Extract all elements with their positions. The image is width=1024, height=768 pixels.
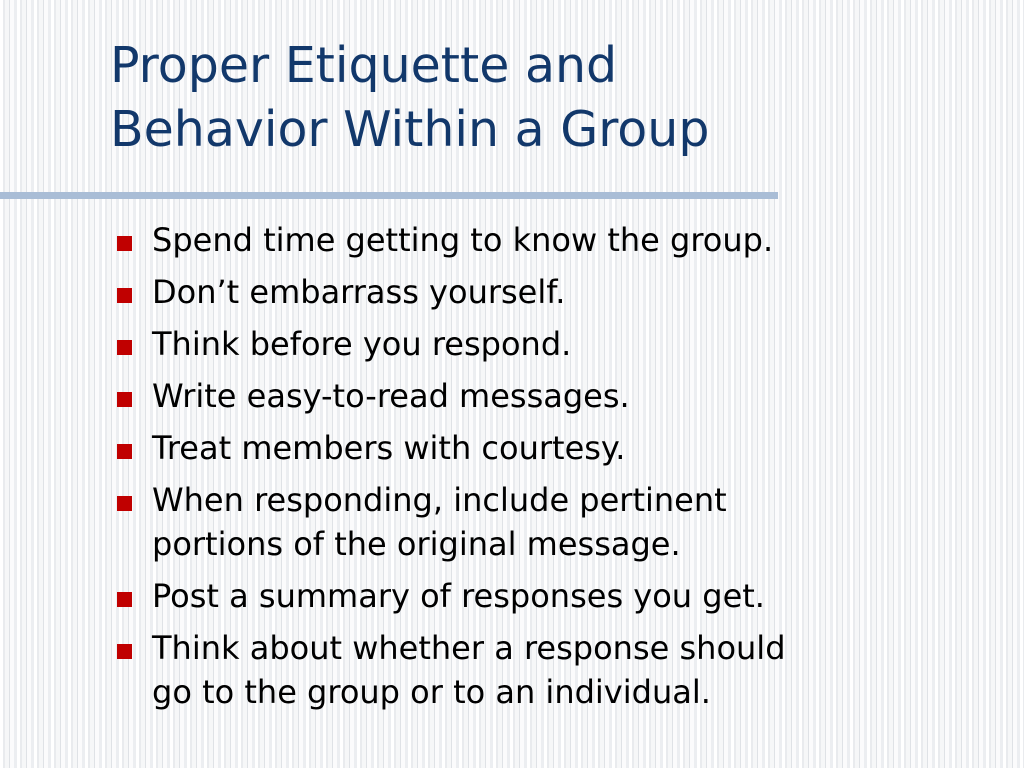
bullet-text: Think before you respond. bbox=[152, 325, 572, 363]
bullet-text-line-2: portions of the original message. bbox=[152, 525, 681, 563]
square-bullet-icon bbox=[117, 288, 132, 303]
square-bullet-icon bbox=[117, 392, 132, 407]
square-bullet-icon bbox=[117, 496, 132, 511]
bullet-item bbox=[115, 270, 995, 314]
bullet-item bbox=[115, 574, 995, 618]
bullet-item bbox=[115, 626, 995, 714]
bullet-item bbox=[115, 426, 995, 470]
bullet-list bbox=[115, 218, 995, 722]
square-bullet-icon bbox=[117, 444, 132, 459]
bullet-text-line-1: When responding, include pertinent bbox=[152, 481, 727, 519]
bullet-text-line-2: go to the group or to an individual. bbox=[152, 673, 711, 711]
square-bullet-icon bbox=[117, 340, 132, 355]
square-bullet-icon bbox=[117, 644, 132, 659]
bullet-text-line-1: Think about whether a response should bbox=[152, 629, 786, 667]
title-divider bbox=[0, 192, 778, 199]
square-bullet-icon bbox=[117, 592, 132, 607]
bullet-text: Don’t embarrass yourself. bbox=[152, 273, 566, 311]
slide-title-line-2: Behavior Within a Group bbox=[110, 101, 710, 158]
bullet-text: Write easy-to-read messages. bbox=[152, 377, 630, 415]
bullet-item bbox=[115, 478, 995, 566]
bullet-text: Spend time getting to know the group. bbox=[152, 221, 774, 259]
bullet-item bbox=[115, 322, 995, 366]
slide-title-line-1: Proper Etiquette and bbox=[110, 37, 618, 94]
bullet-item bbox=[115, 374, 995, 418]
bullet-text: Treat members with courtesy. bbox=[152, 429, 626, 467]
slide-title bbox=[110, 34, 990, 162]
bullet-item bbox=[115, 218, 995, 262]
square-bullet-icon bbox=[117, 236, 132, 251]
bullet-text: Post a summary of responses you get. bbox=[152, 577, 765, 615]
